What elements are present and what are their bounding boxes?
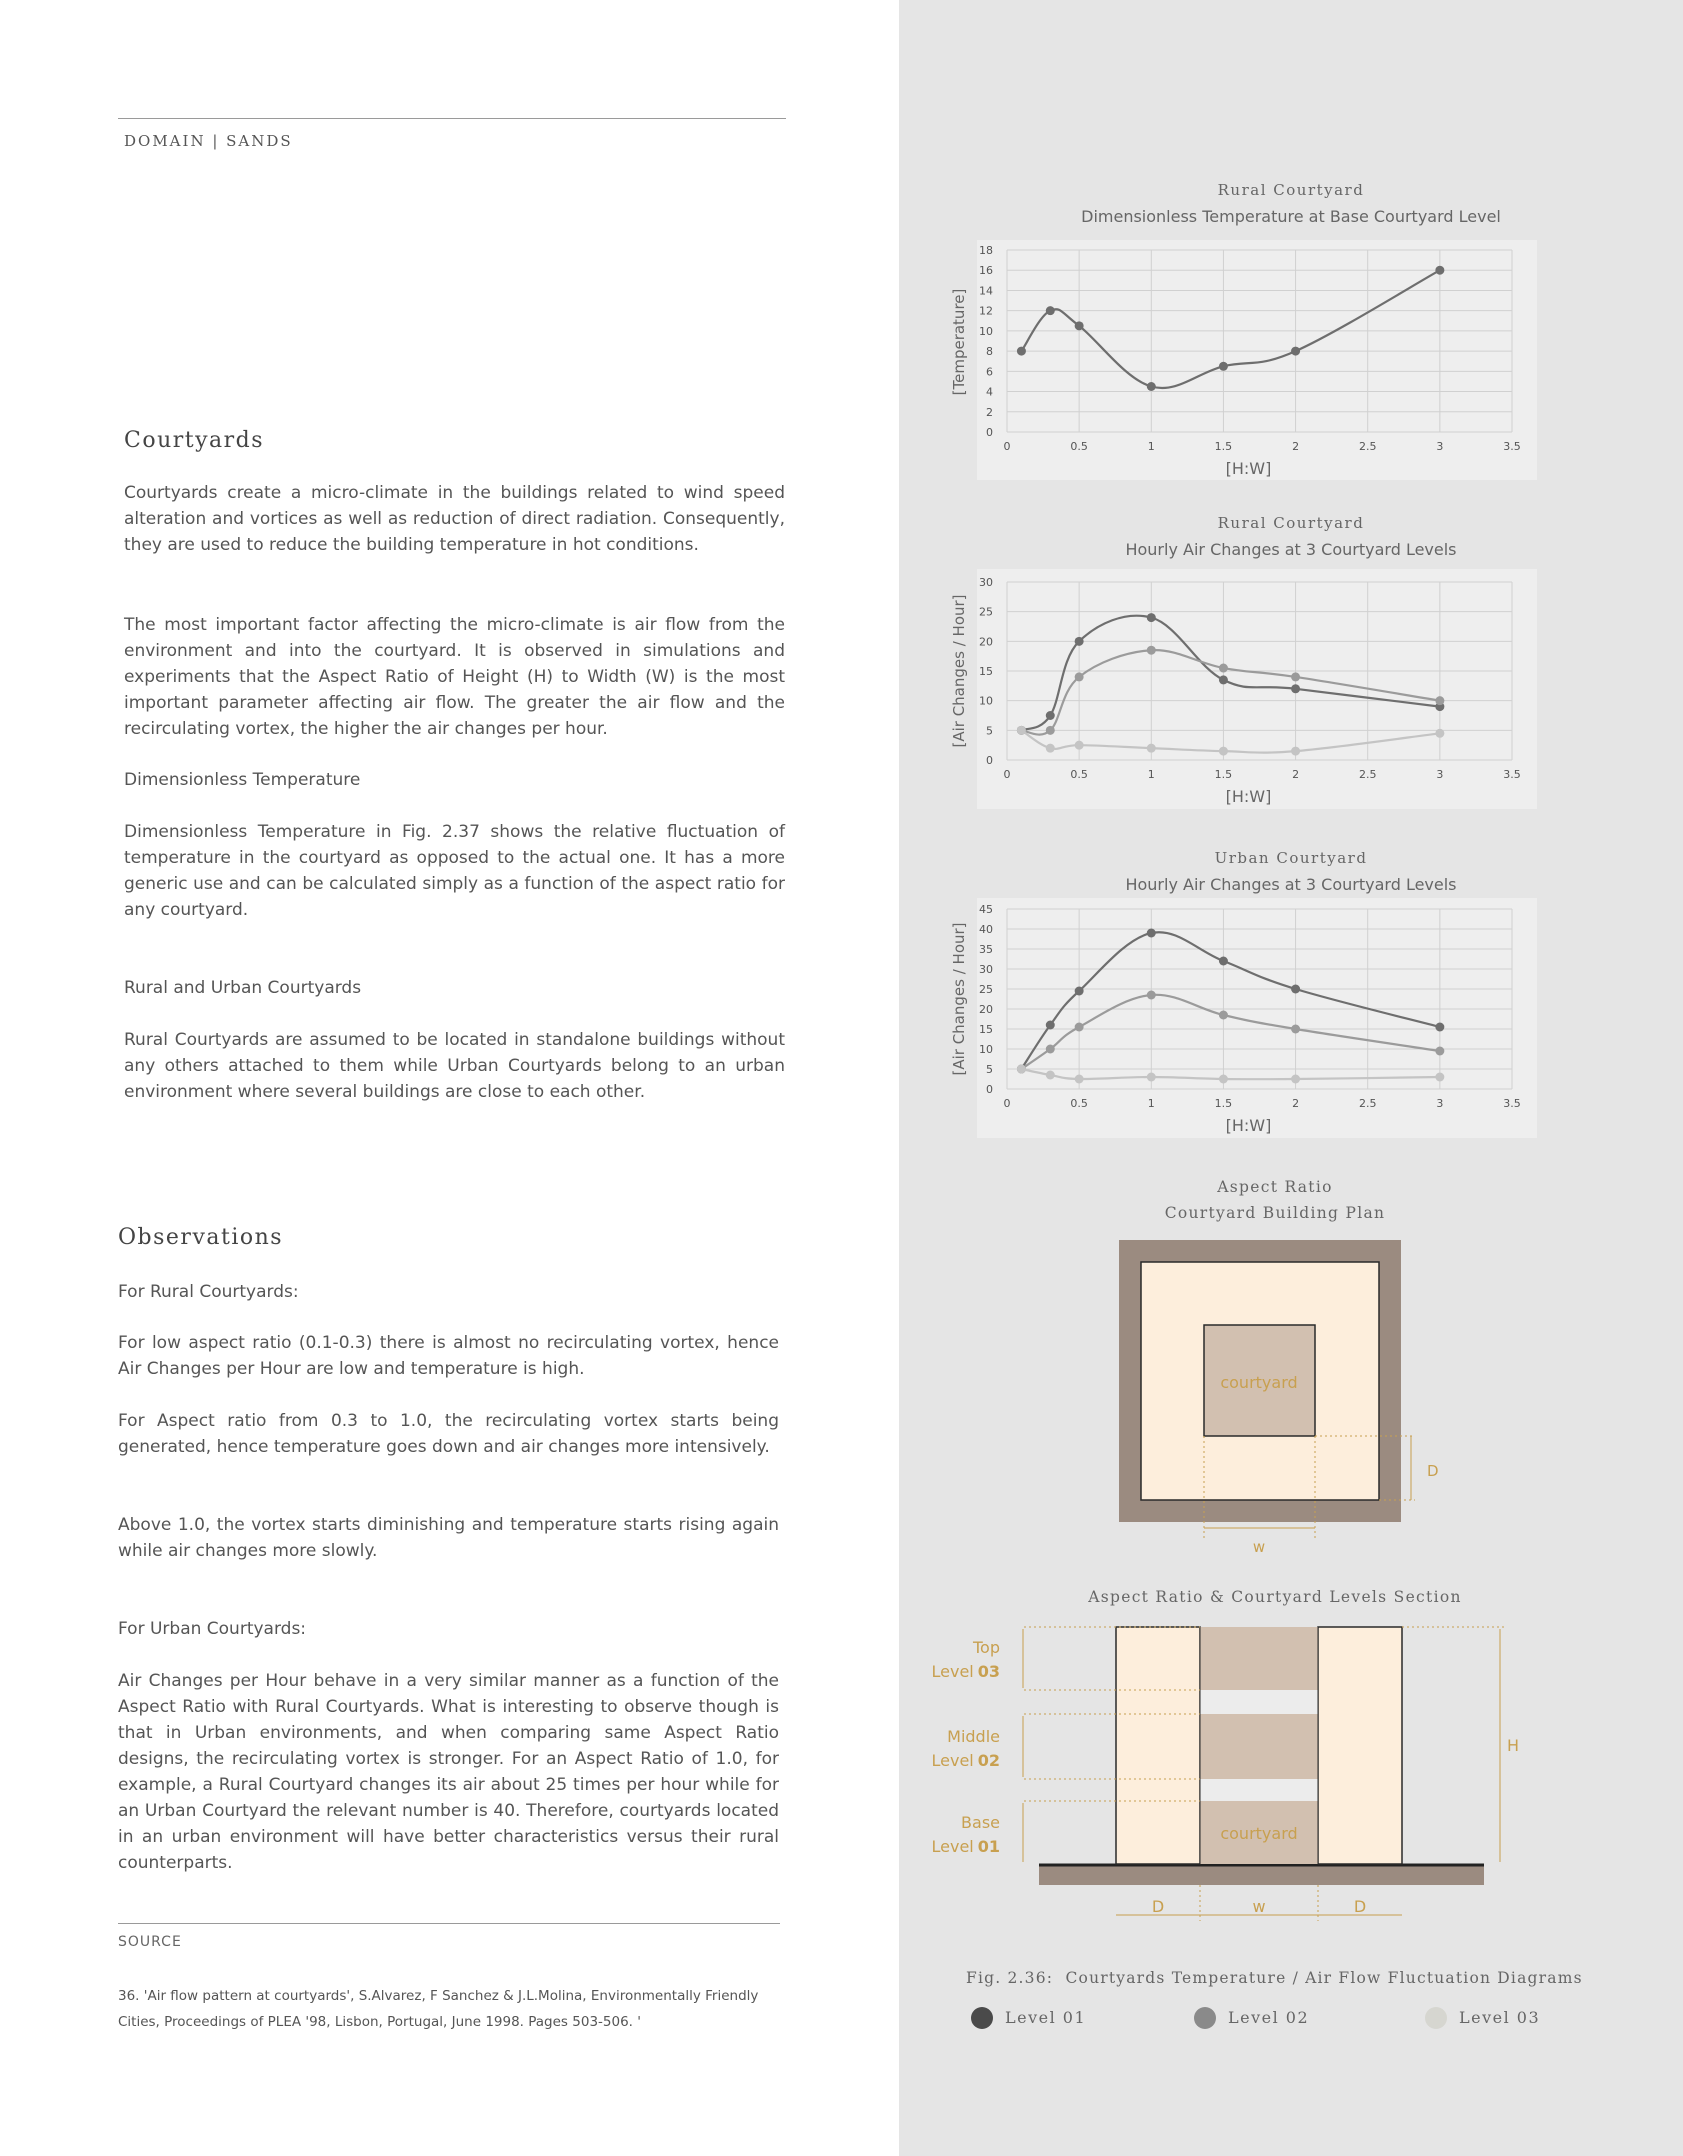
y-tick-label: 30 (979, 963, 993, 976)
y-axis-label: [Air Changes / Hour] (950, 922, 968, 1076)
observation-urban: Air Changes per Hour behave in a very similar manner as a function of the Aspect Ratio with Rural Courtyards. What is interesting to observe though is that in Urban environments, and when comparing same Aspect Ratio designs, the recirculating vortex is stronger. For an Aspect Ratio of 1.0, for example, a Rural Courtyard changes its air about 25 times per hour while for an Urban Courtyard the relevant number is 40. Therefore, courtyards located in an urban environment will have better characteristics versus their rural counterparts. (118, 1671, 779, 1873)
x-tick-label: 2 (1292, 1097, 1300, 1110)
data-point-level-01 (1291, 684, 1300, 693)
data-point-level-02 (1219, 664, 1228, 673)
data-point-level-01 (1147, 613, 1156, 622)
data-point-level-01 (1046, 711, 1055, 720)
data-point-level-01 (1435, 1023, 1444, 1032)
data-point-level-03 (1075, 1075, 1084, 1084)
section-title: Aspect Ratio & Courtyard Levels Section (1088, 1588, 1462, 1606)
chart3-subtitle: Hourly Air Changes at 3 Courtyard Levels (1125, 875, 1457, 894)
x-tick-label: 3 (1436, 768, 1444, 781)
legend-level03-label: Level 03 (1459, 2008, 1541, 2027)
x-axis-label: [H:W] (1225, 459, 1272, 478)
data-point-level-01 (1219, 675, 1228, 684)
y-tick-label: 25 (979, 605, 993, 619)
y-axis-label: [Air Changes / Hour] (950, 594, 968, 748)
chart-rural-air-changes (899, 565, 1683, 820)
figure-caption: Fig. 2.36: Courtyards Temperature / Air Flow Fluctuation Diagrams (966, 1969, 1583, 1987)
y-tick-label: 40 (979, 923, 993, 936)
observation-low-ratio: For low aspect ratio (0.1-0.3) there is almost no recirculating vortex, hence Air Changes per Hour are low and temperature is high. (118, 1333, 779, 1379)
data-point-level-02 (1435, 1047, 1444, 1056)
plan-d-label: D (1427, 1462, 1439, 1480)
legend-level02-swatch (1194, 2007, 1216, 2029)
observations-heading: Observations (118, 1225, 284, 1250)
section-d-right-label: D (1353, 1897, 1367, 1916)
data-point-level-01 (1017, 347, 1026, 356)
plan-w-label: w (1252, 1538, 1266, 1556)
x-tick-label: 0 (1003, 768, 1011, 781)
x-tick-label: 2.5 (1358, 440, 1377, 453)
paragraph-airflow: The most important factor affecting the micro-climate is air flow from the environment and into the courtyard. It is observed in simulations and experiments that the Aspect Ratio of Height (H) to Width (W) is the most important parameter affecting air flow. The greater the air flow and the recirculating vortex, the higher the air changes per hour. (124, 615, 785, 739)
data-point-level-02 (1435, 696, 1444, 705)
label-top-level-word: Level (931, 1662, 974, 1681)
data-point-level-02 (1075, 672, 1084, 681)
data-point-level-03 (1046, 744, 1055, 753)
x-tick-label: 3.5 (1503, 1097, 1521, 1110)
x-tick-label: 0.5 (1070, 768, 1088, 781)
label-top-line1: Top (973, 1638, 1000, 1657)
label-top-level-number: 03 (977, 1662, 1000, 1681)
data-point-level-03 (1147, 744, 1156, 753)
section-level-middle (1200, 1714, 1318, 1779)
y-tick-label: 8 (986, 345, 993, 359)
label-base-line1: Base (961, 1813, 1000, 1832)
y-tick-label: 45 (979, 903, 993, 916)
y-tick-label: 2 (986, 405, 993, 419)
data-point-level-02 (1046, 1045, 1055, 1054)
plot-background (977, 569, 1537, 809)
footnote: 36. 'Air flow pattern at courtyards', S.Alvarez, F Sanchez & J.L.Molina, Environmentally Friendly Cities, Proceedings of PLEA '98, Lisbon, Portugal, June 1998. Pages 503-506. ' (118, 1988, 759, 2030)
section-w-label: w (1252, 1897, 1266, 1916)
brand-header: DOMAIN | SANDS (124, 132, 293, 150)
y-tick-label: 15 (979, 1023, 993, 1036)
y-axis-label: [Temperature] (950, 288, 968, 396)
plan-title-line2: Courtyard Building Plan (1164, 1204, 1386, 1222)
data-point-level-03 (1219, 747, 1228, 756)
x-tick-label: 3.5 (1503, 768, 1521, 781)
x-tick-label: 3 (1436, 1097, 1444, 1110)
chart1-subtitle: Dimensionless Temperature at Base Courtyard Level (1081, 207, 1501, 226)
data-point-level-03 (1291, 1075, 1300, 1084)
x-tick-label: 1 (1147, 440, 1155, 453)
data-point-level-01 (1075, 637, 1084, 646)
x-axis-label: [H:W] (1225, 787, 1272, 806)
observation-high-ratio: Above 1.0, the vortex starts diminishing and temperature starts rising again while air changes more slowly. (118, 1515, 779, 1561)
data-point-level-01 (1147, 929, 1156, 938)
y-tick-label: 0 (986, 754, 993, 767)
section-gap-upper (1200, 1690, 1318, 1714)
plot-background (977, 240, 1537, 480)
y-tick-label: 35 (979, 943, 993, 956)
x-tick-label: 2 (1292, 440, 1300, 453)
legend-level01-swatch (971, 2007, 993, 2029)
y-tick-label: 4 (986, 385, 993, 399)
y-tick-label: 0 (986, 1083, 993, 1096)
x-tick-label: 0 (1003, 440, 1011, 453)
dimensionless-heading: Dimensionless Temperature (124, 770, 361, 790)
y-tick-label: 12 (979, 304, 993, 318)
label-top-line2 (932, 1662, 1001, 1681)
y-tick-label: 18 (979, 244, 993, 257)
label-middle-line2 (932, 1751, 1001, 1770)
observation-mid-ratio: For Aspect ratio from 0.3 to 1.0, the recirculating vortex starts being generated, hence temperature goes down and air changes more intensively. (118, 1411, 779, 1457)
data-point-level-03 (1147, 1073, 1156, 1082)
x-tick-label: 1.5 (1214, 768, 1233, 781)
data-point-level-01 (1219, 957, 1228, 966)
urban-label: For Urban Courtyards: (118, 1619, 307, 1639)
data-point-level-01 (1219, 362, 1228, 371)
section-level-top (1200, 1627, 1318, 1690)
section-gap-lower (1200, 1779, 1318, 1801)
y-tick-label: 15 (979, 665, 993, 678)
y-tick-label: 5 (986, 724, 993, 738)
x-tick-label: 2 (1292, 768, 1300, 781)
chart1-title: Rural Courtyard (1217, 181, 1365, 199)
section-h-label: H (1507, 1736, 1520, 1755)
data-point-level-01 (1075, 987, 1084, 996)
chart2-title: Rural Courtyard (1217, 514, 1365, 532)
section-building-right (1318, 1627, 1402, 1864)
chart-rural-temperature (899, 232, 1683, 490)
plan-courtyard-label: courtyard (1220, 1373, 1298, 1392)
data-point-level-03 (1017, 1065, 1026, 1074)
data-point-level-02 (1291, 1025, 1300, 1034)
data-point-level-01 (1075, 321, 1084, 330)
source-rule (118, 1923, 780, 1924)
courtyard-plan-diagram (899, 1230, 1683, 1560)
y-tick-label: 20 (979, 635, 993, 649)
header-rule (118, 118, 786, 119)
label-middle-level-word: Level (931, 1751, 974, 1770)
data-point-level-02 (1075, 1023, 1084, 1032)
y-tick-label: 5 (986, 1063, 993, 1076)
section-building-left (1116, 1627, 1200, 1864)
y-tick-label: 10 (979, 324, 993, 338)
paragraph-intro: Courtyards create a micro-climate in the buildings related to wind speed alteration and vortices as well as reduction of direct radiation. Consequently, they are used to reduce the building temperature in hot conditions. (124, 483, 785, 555)
x-tick-label: 1 (1147, 768, 1155, 781)
x-tick-label: 2.5 (1358, 768, 1377, 781)
data-point-level-02 (1147, 991, 1156, 1000)
x-tick-label: 1.5 (1214, 1097, 1233, 1110)
data-point-level-03 (1046, 1071, 1055, 1080)
x-tick-label: 3.5 (1503, 440, 1521, 453)
chart-urban-air-changes (899, 896, 1683, 1150)
data-point-level-03 (1219, 1075, 1228, 1084)
legend-level02-label: Level 02 (1228, 2008, 1310, 2027)
paragraph-rural-urban: Rural Courtyards are assumed to be located in standalone buildings without any others attached to them while Urban Courtyards belong to an urban environment where several buildings are close to each other. (124, 1030, 785, 1102)
x-tick-label: 0.5 (1070, 1097, 1088, 1110)
x-tick-label: 1.5 (1214, 440, 1233, 453)
x-tick-label: 3 (1436, 440, 1444, 453)
data-point-level-01 (1046, 1021, 1055, 1030)
section-courtyard-label: courtyard (1220, 1824, 1298, 1843)
label-middle-level-number: 02 (977, 1751, 1000, 1770)
data-point-level-01 (1291, 347, 1300, 356)
section-d-left-label: D (1151, 1897, 1165, 1916)
courtyard-section-diagram (899, 1615, 1683, 1935)
section-ground (1039, 1864, 1484, 1885)
legend-level03-swatch (1425, 2007, 1447, 2029)
plot-background (977, 898, 1537, 1138)
label-base-level-word: Level (931, 1837, 974, 1856)
data-point-level-02 (1147, 646, 1156, 655)
label-base-level-number: 01 (977, 1837, 1000, 1856)
plan-title-line1: Aspect Ratio (1217, 1178, 1333, 1196)
y-tick-label: 10 (979, 694, 993, 708)
figure-column (899, 0, 1683, 2156)
data-point-level-01 (1147, 382, 1156, 391)
y-tick-label: 10 (979, 1043, 993, 1056)
data-point-level-02 (1046, 726, 1055, 735)
label-base-line2 (932, 1837, 1001, 1856)
data-point-level-01 (1291, 985, 1300, 994)
data-point-level-02 (1219, 1011, 1228, 1020)
label-middle-line1: Middle (947, 1727, 1000, 1746)
legend-level01-label: Level 01 (1005, 2008, 1087, 2027)
x-tick-label: 0.5 (1070, 440, 1088, 453)
data-point-level-03 (1291, 747, 1300, 756)
x-tick-label: 2.5 (1358, 1097, 1377, 1110)
courtyards-heading: Courtyards (124, 428, 265, 453)
data-point-level-03 (1017, 726, 1026, 735)
chart3-title: Urban Courtyard (1214, 849, 1368, 867)
y-tick-label: 25 (979, 983, 993, 996)
y-tick-label: 30 (979, 576, 993, 589)
source-label: SOURCE (118, 1934, 182, 1950)
data-point-level-03 (1435, 729, 1444, 738)
data-point-level-03 (1075, 741, 1084, 750)
x-tick-label: 1 (1147, 1097, 1155, 1110)
y-tick-label: 20 (979, 1003, 993, 1016)
chart2-subtitle: Hourly Air Changes at 3 Courtyard Levels (1125, 540, 1457, 559)
x-axis-label: [H:W] (1225, 1116, 1272, 1135)
rural-urban-heading: Rural and Urban Courtyards (124, 978, 362, 998)
y-tick-label: 16 (979, 264, 993, 278)
y-tick-label: 6 (986, 365, 993, 379)
data-point-level-01 (1046, 306, 1055, 315)
data-point-level-03 (1435, 1073, 1444, 1082)
paragraph-dimensionless: Dimensionless Temperature in Fig. 2.37 shows the relative fluctuation of temperature in the courtyard as opposed to the actual one. It has a more generic use and can be calculated simply as a function of the aspect ratio for any courtyard. (124, 822, 785, 920)
data-point-level-01 (1435, 266, 1444, 275)
y-tick-label: 0 (986, 426, 993, 439)
x-tick-label: 0 (1003, 1097, 1011, 1110)
rural-label: For Rural Courtyards: (118, 1282, 299, 1302)
data-point-level-02 (1291, 672, 1300, 681)
y-tick-label: 14 (979, 284, 993, 298)
